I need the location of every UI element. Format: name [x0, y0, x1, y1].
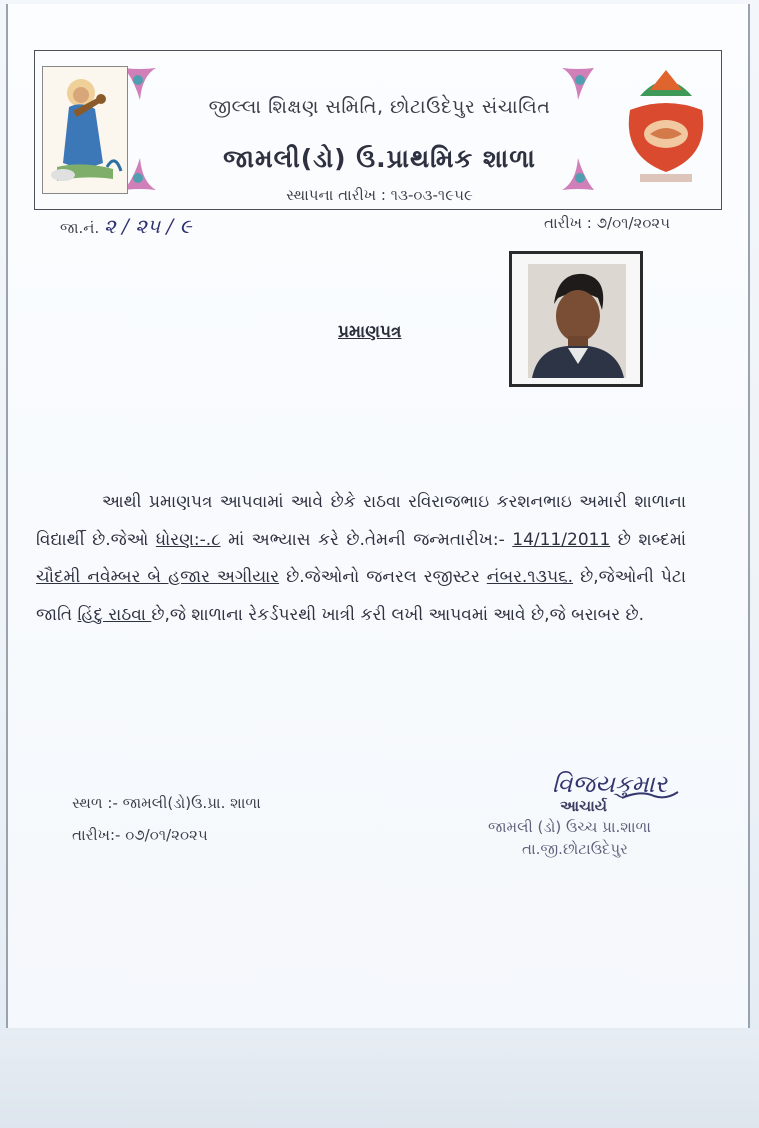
footer-date-line: તારીખ:- ૦૭/૦૧/૨૦૨૫	[72, 826, 208, 844]
established-date: સ્થાપના તારીખ : ૧૩-૦૩-૧૯૫૯	[286, 186, 473, 204]
student-photo-frame	[509, 251, 643, 387]
body-text-4: છે.જેઓનો જનરલ રજીસ્ટર	[279, 567, 487, 587]
signature-stroke-icon	[620, 788, 680, 802]
dob-words-value: ચૌદમી નવેમ્બર બે હજાર અગીયાર	[36, 567, 280, 587]
body-text-6: છે,જે શાળાના રેકર્ડપરથી ખાત્રી કરી લખી આપવમાં આવે છે,જે બરાબર છે.	[151, 604, 645, 625]
body-text-1: આથી પ્રમાણપત્ર આપવામાં આવે છેકે રાઠવા રવિરાજભાઇ કરશનભાઇ અમારી શાળાના વિદ્યાર્થી છે.જેઓ	[36, 492, 686, 550]
reference-value: ૨ / ૨૫ / ૯	[104, 214, 192, 238]
body-text-5: છે,જેઓની પેટા જાતિ	[36, 567, 686, 625]
issue-date-label: તારીખ :	[544, 214, 592, 232]
reference-number	[60, 214, 191, 238]
issue-date-value: ૭/૦૧/૨૦૨૫	[596, 214, 671, 232]
dob-value: 14/11/2011	[512, 529, 611, 550]
issue-date	[544, 214, 670, 232]
background-surface	[0, 1030, 759, 1128]
place-line: સ્થળ :- જામલી(ડો)ઉ.પ્રા. શાળા	[72, 794, 261, 812]
body-text-3: છે શબ્દમાં	[610, 529, 686, 550]
reference-label: જા.નં.	[60, 219, 100, 237]
caste-value: હિંદુ રાઠવા	[77, 604, 152, 625]
register-number-value: નંબર.૧૩૫૬.	[486, 567, 574, 587]
school-name: જામલી(ડો) ઉ.પ્રાથમિક શાળા	[223, 144, 536, 173]
stamp-line-1: જામલી (ડો) ઉચ્ચ પ્રા.શાળા	[488, 818, 651, 836]
student-photo	[528, 264, 626, 378]
principal-signature: વિજયકુમાર	[552, 770, 667, 798]
certificate-body	[36, 484, 686, 634]
stamp-line-2: તા.જી.છોટાઉદેપુર	[522, 840, 628, 858]
standard-value: ધોરણ:-.૮	[155, 529, 221, 550]
principal-role: આચાર્ય	[560, 797, 608, 815]
body-text-2: માં અભ્યાસ કરે છે.તેમની જન્મતારીખ:-	[220, 529, 513, 550]
certificate-title: પ્રમાણપત્ર	[338, 322, 402, 342]
saraswati-image	[42, 66, 128, 194]
committee-line: જીલ્લા શિક્ષણ સમિતિ, છોટાઉદેપુર સંચાલિત	[208, 96, 551, 118]
